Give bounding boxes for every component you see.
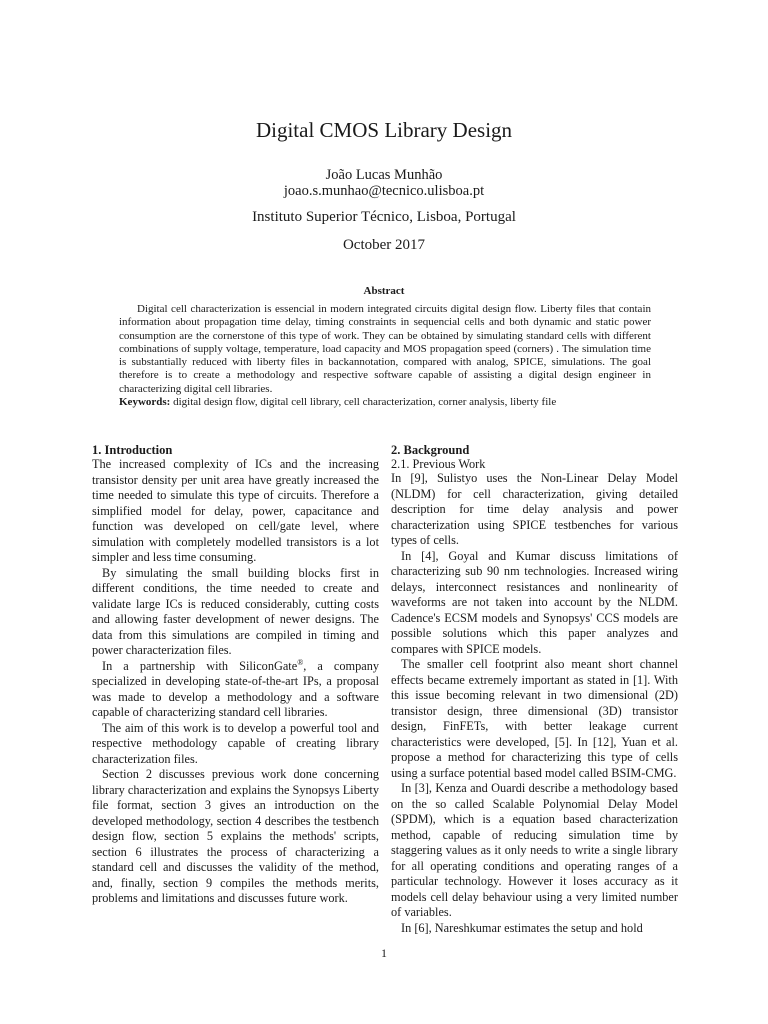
abstract-heading: Abstract [363, 285, 405, 297]
abstract-block [119, 303, 651, 409]
paragraph-text: In a partnership with SiliconGate [102, 658, 298, 673]
keywords-text: digital design flow, digital cell library, cell characterization, corner analysis, liberty file [173, 396, 557, 409]
subsection-heading-previous-work: 2.1. Previous Work [391, 457, 486, 471]
paragraph: In [9], Sulistyo uses the Non-Linear Delay Model (NLDM) for cell characterization, giving detailed description for time delay analysis and power characterization using SPICE testbenches for various types of cells. [391, 471, 678, 547]
page-number: 1 [381, 946, 387, 960]
paragraph-text: , a company specialized in developing state-of-the-art IPs, a proposal was made to develop a methodology and a software capable of characterizing standard cell libraries. [92, 658, 379, 719]
keywords-line [119, 396, 651, 409]
paragraph [92, 659, 379, 721]
section-heading-background: 2. Background [391, 443, 470, 457]
paper-title: Digital CMOS Library Design [255, 118, 513, 142]
right-column [391, 443, 678, 936]
paragraph: The increased complexity of ICs and the increasing transistor density per unit area have greatly increased the time needed to simulate this type of circuits. Therefore a simplified model for delay, power, capacitance and function was developed on cell/gate level, where simulation with completely modelled transistors is a lot simpler and less time consuming. [92, 457, 379, 564]
paragraph: Section 2 discusses previous work done concerning library characterization and explains the Synopsys Liberty file format, section 3 gives an introduction on the developed methodology, section 4 describes the testbench design flow, section 5 explains the methods' scripts, section 6 illustrates the process of characterizing a standard cell and discusses the validity of the method, and, finally, section 9 compiles the methods merits, problems and limitations and discusses future work. [92, 767, 379, 905]
author-email: joao.s.munhao@tecnico.ulisboa.pt [283, 183, 485, 199]
paragraph: The aim of this work is to develop a powerful tool and respective methodology capable of creating library characterization files. [92, 720, 379, 766]
paragraph: By simulating the small building blocks first in different conditions, the time needed to create and validate large ICs is reduced considerably, cutting costs and allowing faster development of newer designs. The data from this simulations are compiled in timing and power characterization files. [92, 565, 379, 657]
paragraph: In [6], Nareshkumar estimates the setup and hold [401, 920, 643, 935]
paragraph: In [4], Goyal and Kumar discuss limitations of characterizing sub 90 nm technologies. Increased wiring delays, interconnect resistances and nonlinearity of waveforms are not taken into account by the NLDM. Cadence's ECSM models and Synopsys' CCS models are possible solutions which this paper analyzes and compares with SPICE models. [391, 548, 678, 656]
paragraph: The smaller cell footprint also meant short channel effects became extremely important as stated in [1]. With this issue becoming relevant in two dimensional (2D) transistor design, three dimensional (3D) transistor design, FinFETs, with better leakage current characteristics were developed, [5]. In [12], Yuan et al. propose a method for characterizing this type of cells using a surface potential based model called BSIM-CMG. [391, 657, 678, 780]
section-heading-introduction: 1. Introduction [92, 443, 173, 457]
publication-date: October 2017 [342, 237, 426, 253]
keywords-label: Keywords: [119, 396, 171, 409]
abstract-text: Digital cell characterization is essencial in modern integrated circuits digital design flow. Liberty files that contain information about propagation time delay, timing constraints in sequencial cells and both dynamic and static power consumption are the cornerstone of this type of work. They can be obtained by simulating standard cells with different combinations of supply voltage, temperature, load capacity and MOS propagation speed (corners) . The simulation time is substantially reduced with liberty files in backannotation, compared with analog, SPICE, simulations. The goal therefore is to create a methodology and respective software capable of assisting a digital design engineer in characterizing digital cell libraries. [119, 303, 651, 395]
paragraph: In [3], Kenza and Ouardi describe a methodology based on the so called Scalable Polynomial Delay Model (SPDM), which is a equation based characterization method, capable of reducing simulation time by staggering values as it only needs to write a single library for all operating conditions and operating ranges of a particular technology. However it loses accuracy as it models cell delay behaviour using a very limited number of variables. [391, 781, 678, 919]
registered-mark: ® [297, 657, 304, 667]
institution: Instituto Superior Técnico, Lisboa, Portugal [252, 209, 516, 225]
left-column [92, 443, 379, 907]
author-name: João Lucas Munhão [325, 167, 443, 183]
